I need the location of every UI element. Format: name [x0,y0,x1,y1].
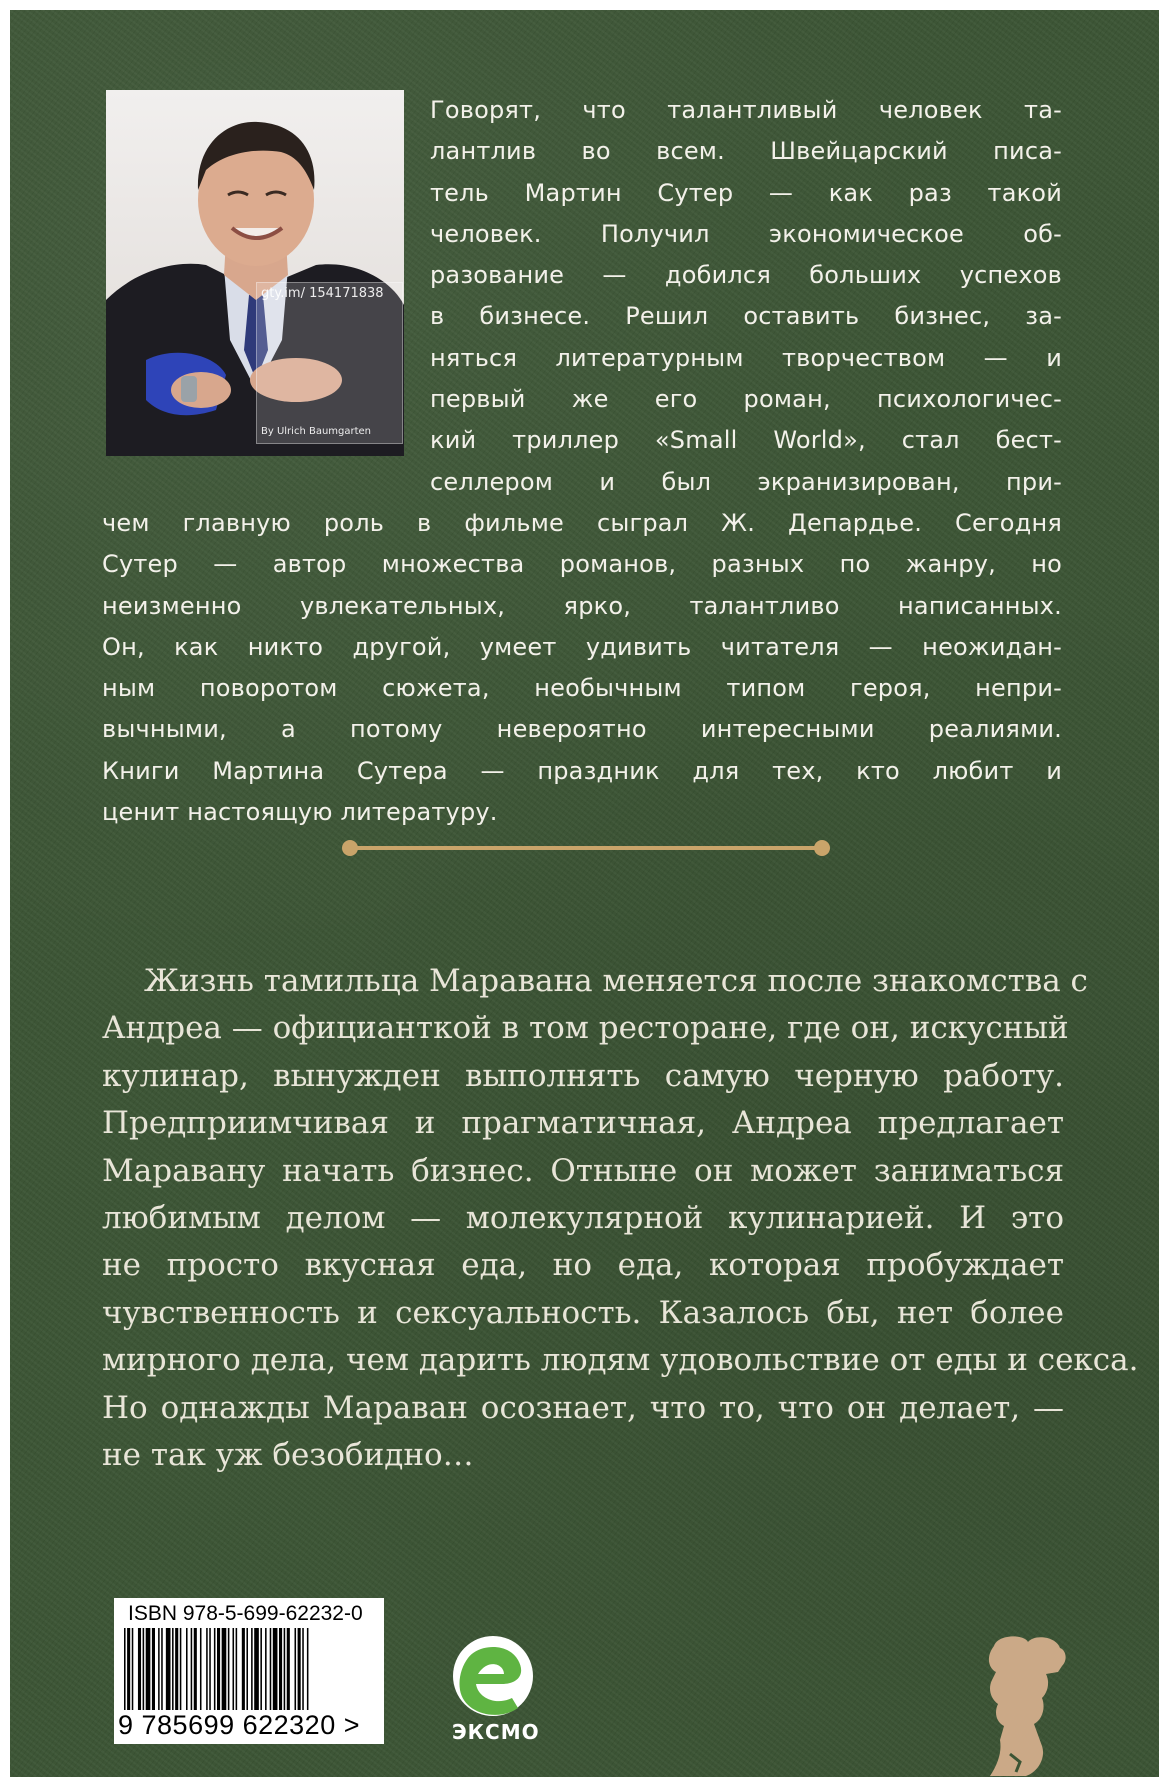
author-bio-line: ным поворотом сюжета, необычным типом героя, непри- [102,674,1062,703]
annotation-line: чувственность и сексуальность. Казалось бы, нет более [102,1294,1064,1331]
barcode-bar [200,1628,202,1712]
barcode-bar [158,1628,160,1712]
annotation-line: не просто вкусная еда, но еда, которая пробуждает [102,1247,1064,1284]
barcode-bar [295,1628,297,1712]
author-bio-line: Сутер — автор множества романов, разных по жанру, но [102,550,1062,579]
barcode-bar [146,1628,151,1712]
barcode-bar [132,1628,134,1712]
ornamental-divider [350,846,822,850]
photo-watermark [256,282,403,444]
author-photo [106,90,404,456]
barcode-bar [228,1628,230,1712]
author-bio-line: селлером и был экранизирован, при- [430,467,1062,496]
book-annotation [102,958,1139,1479]
barcode-bar [265,1628,267,1712]
author-bio-line: вычными, а потому невероятно интересными реалиями. [102,715,1062,744]
barcode-bar [172,1628,174,1712]
barcode-bar [302,1628,304,1712]
barcode-bar [273,1628,278,1712]
author-bio-line: неизменно увлекательных, ярко, талантливо написанных. [102,591,1062,620]
barcode-digits-text: 9 785699 622320 > [118,1710,360,1740]
annotation-line: Жизнь тамильца Маравана меняется после знакомства с [144,963,1088,999]
barcode-bar [214,1628,216,1712]
annotation-line: Предприимчивая и прагматичная, Андреа предлагает [102,1105,1064,1142]
divider-dot-left [342,840,358,856]
isbn-barcode [114,1598,384,1744]
barcode-bar [279,1628,282,1712]
barcode-bar [222,1628,227,1712]
barcode-bar [161,1628,163,1712]
isbn-label: ISBN 978-5-699-62232-0 [128,1602,363,1625]
author-bio-line: Он, как никто другой, умеет удивить читателя — неожидан- [102,632,1062,661]
annotation-line: мирного дела, чем дарить людям удовольствие от еды и секса. [102,1342,1139,1379]
barcode-bar [236,1628,238,1712]
barcode-bar [194,1628,197,1712]
author-bio-line: чем главную роль в фильме сыграл Ж. Депардье. Сегодня [102,508,1062,537]
barcode-bar [166,1628,171,1712]
barcode-digits [118,1710,380,1741]
annotation-line: любимым делом — молекулярной кулинарией. И это [102,1200,1064,1237]
author-bio-line: няться литературным творчеством — и [430,343,1062,372]
divider-dot-right [814,840,830,856]
barcode-bar [186,1628,188,1712]
barcode-bar [175,1628,178,1712]
annotation-line: Маравану начать бизнес. Отныне он может заниматься [102,1152,1064,1189]
publisher-name: ЭКСМО [452,1720,540,1744]
barcode-bar [191,1628,193,1712]
barcode-bar [242,1628,245,1712]
barcode-bar [180,1628,182,1712]
author-bio-line: в бизнесе. Решил оставить бизнес, за- [430,302,1062,331]
author-bio-line: Говорят, что талантливый человек та- [430,96,1062,124]
barcode-bar [298,1628,301,1712]
annotation-line: кулинар, вынужден выполнять самую черную работу. [102,1057,1064,1094]
annotation-line: Но однажды Мараван осознает, что то, что он делает, — [102,1389,1064,1426]
author-bio-line: человек. Получил экономическое об- [430,219,1062,248]
annotation-line: не так уж безобидно… [102,1437,474,1474]
author-bio-line: лантлив во всем. Швейцарский писа- [430,137,1062,166]
book-back-cover [10,10,1159,1777]
barcode-bar [270,1628,272,1712]
author-bio-line: ценит настоящую литературу. [102,798,498,827]
chef-silhouette-icon [976,1636,1086,1776]
barcode-bar [254,1628,259,1712]
barcode-bar [152,1628,155,1712]
barcode-bar [138,1628,141,1712]
author-bio-line: разование — добился больших успехов [430,261,1062,290]
author-bio-line: тель Мартин Сутер — как раз такой [430,178,1062,207]
author-bio-line: первый же его роман, психологичес- [430,385,1062,414]
barcode-bar [251,1628,253,1712]
barcode-bar [209,1628,211,1712]
barcode-bar [246,1628,248,1712]
photo-credit: By Ulrich Baumgarten [261,426,372,437]
author-bio-line: кий триллер «Small World», стал бест- [430,426,1062,455]
photo-watermark-id: gty.im/ 154171838 [261,286,384,301]
barcode-bar [233,1628,235,1712]
barcode-bar [206,1628,208,1712]
barcode-bar [284,1628,286,1712]
barcode-bar [143,1628,145,1712]
annotation-line: Андреа — официанткой в том ресторане, где он, искусный [102,1010,1069,1047]
barcode-bar [287,1628,290,1712]
barcode-bar [260,1628,262,1712]
author-bio-line: Книги Мартина Сутера — праздник для тех, кто любит и [102,756,1062,785]
